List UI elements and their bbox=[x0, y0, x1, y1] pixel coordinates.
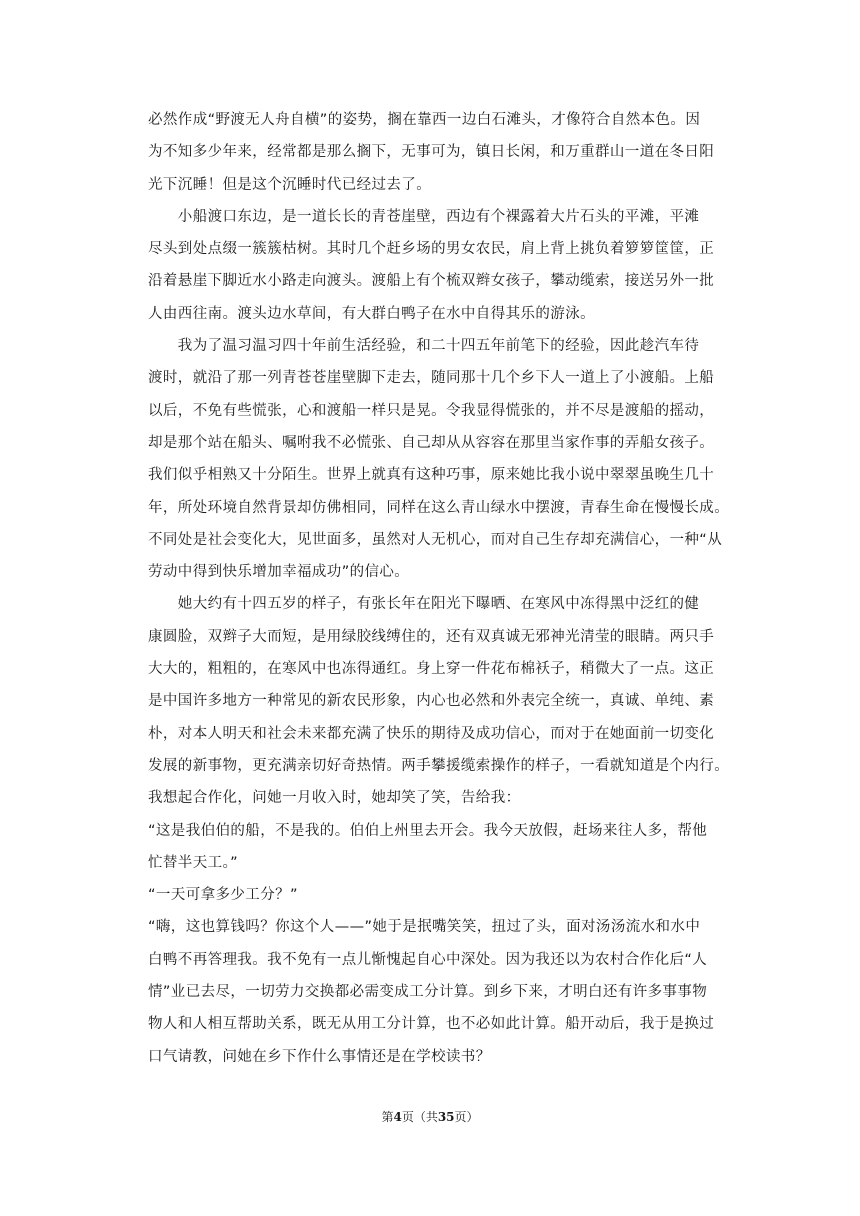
text-line: 康圆脸，双辫子大而短，是用绿胶线缚住的，还有双真诚无邪神光清莹的眼睛。两只手 bbox=[148, 628, 715, 645]
text-line: 渡时，就沿了那一列青苍苍崖壁脚下走去，随同那十几个乡下人一道上了小渡船。上船 bbox=[148, 370, 715, 387]
text-line: “一天可拿多少工分？” bbox=[148, 887, 298, 904]
text-line: 不同处是社会变化大，见世面多，虽然对人无机心，而对自己生存却充满信心，一种“从 bbox=[148, 531, 723, 548]
text-line: 为不知多少年来，经常都是那么搁下，无事可为，镇日长闲，和万重群山一道在冬日阳 bbox=[148, 144, 715, 161]
page-number: 4 bbox=[393, 1110, 402, 1124]
text-line: 我想起合作化，问她一月收入时，她却笑了笑，告给我： bbox=[148, 790, 521, 807]
text-line: 白鸭不再答理我。我不免有一点儿惭愧起自心中深处。因为我还以为农村合作化后“人 bbox=[148, 951, 708, 968]
text-line: 她大约有十四五岁的样子，有张长年在阳光下曝晒、在寒风中冻得黑中泛红的健 bbox=[148, 596, 700, 613]
text-line: 发展的新事物，更充满亲切好奇热情。两手攀援缆索操作的样子，一看就知道是个内行。 bbox=[148, 757, 730, 774]
text-line: 大大的，粗粗的，在寒风中也冻得通红。身上穿一件花布棉袄子，稍微大了一点。这正 bbox=[148, 661, 715, 678]
text-line: 必然作成“野渡无人舟自横”的姿势，搁在靠西一边白石滩头，才像符合自然本色。因 bbox=[148, 112, 701, 128]
text-line: 我们似乎相熟又十分陌生。世界上就真有这种巧事，原来她比我小说中翠翠虽晚生几十 bbox=[148, 467, 715, 484]
text-line: 却是那个站在船头、嘱咐我不必慌张、自己却从从容容在那里当家作事的弄船女孩子。 bbox=[148, 434, 715, 451]
footer-middle: 页（共 bbox=[401, 1110, 438, 1124]
footer-prefix: 第 bbox=[381, 1110, 394, 1124]
text-line: 人由西往南。渡头边水草间，有大群白鸭子在水中自得其乐的游泳。 bbox=[148, 305, 595, 322]
text-line: 情”业已去尽，一切劳力交换都必需变成工分计算。到乡下来，才明白还有许多事事物 bbox=[148, 984, 708, 1001]
text-line: 劳动中得到快乐增加幸福成功”的信心。 bbox=[148, 564, 410, 581]
text-line: 光下沉睡！但是这个沉睡时代已经过去了。 bbox=[148, 176, 432, 193]
text-line: “这是我伯伯的船，不是我的。伯伯上州里去开会。我今天放假，赶场来往人多，帮他 bbox=[148, 822, 708, 839]
text-line: 以后，不免有些慌张，心和渡船一样只是晃。令我显得慌张的，并不尽是渡船的摇动， bbox=[148, 402, 715, 419]
page-footer bbox=[0, 1108, 860, 1125]
text-line: 我为了温习温习四十年前生活经验，和二十四五年前笔下的经验，因此趁汽车待 bbox=[148, 338, 700, 355]
text-line: 朴，对本人明天和社会未来都充满了快乐的期待及成功信心，而对于在她面前一切变化 bbox=[148, 725, 715, 742]
text-line: 尽头到处点缀一簇簇枯树。其时几个赶乡场的男女农民，肩上背上挑负着箩箩筐筐，正 bbox=[148, 241, 715, 258]
footer-suffix: 页） bbox=[454, 1110, 479, 1124]
body-text bbox=[148, 104, 730, 1073]
text-line: “嗨，这也算钱吗？你这个人——”她于是抿嘴笑笑，扭过了头，面对汤汤流水和水中 bbox=[148, 919, 701, 936]
total-pages: 35 bbox=[437, 1110, 455, 1124]
text-line: 物人和人相互帮助关系，既无从用工分计算，也不必如此计算。船开动后，我于是换过 bbox=[148, 1016, 715, 1033]
text-line: 是中国许多地方一种常见的新农民形象，内心也必然和外表完全统一，真诚、单纯、素 bbox=[148, 693, 715, 710]
text-line: 小船渡口东边，是一道长长的青苍崖壁，西边有个裸露着大片石头的平滩，平滩 bbox=[148, 208, 700, 225]
text-line: 沿着悬崖下脚近水小路走向渡头。渡船上有个梳双辫女孩子，攀动缆索，接送另外一批 bbox=[148, 273, 715, 290]
text-line: 忙替半天工。” bbox=[148, 854, 239, 871]
text-line: 年，所处环境自然背景却仿佛相同，同样在这么青山绿水中摆渡，青春生命在慢慢长成。 bbox=[148, 499, 730, 516]
text-line: 口气请教，问她在乡下作什么事情还是在学校读书？ bbox=[148, 1048, 491, 1065]
